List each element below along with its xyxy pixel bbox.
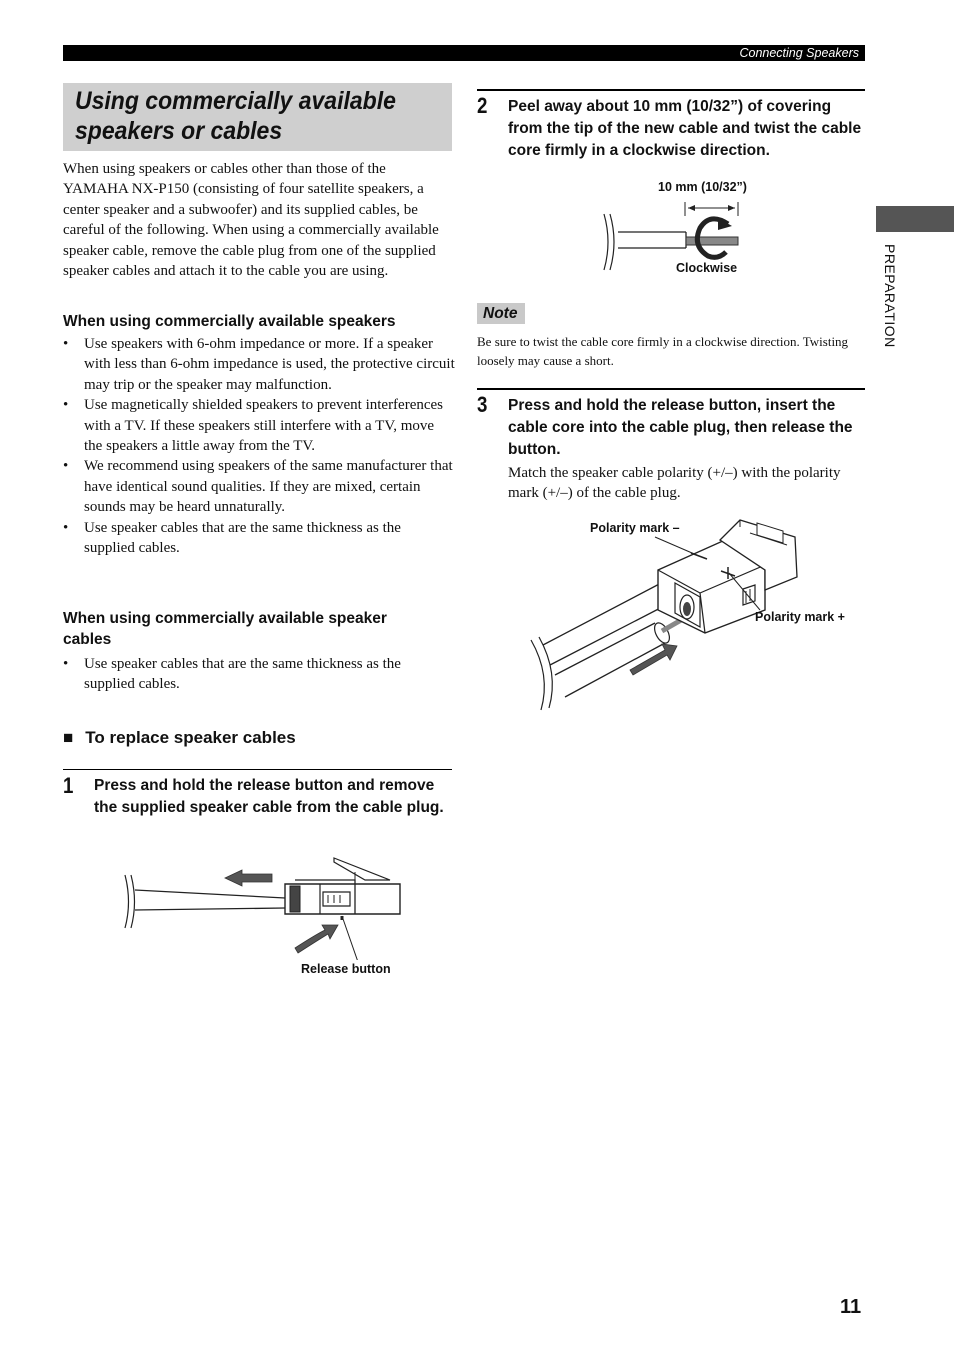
- square-bullet-icon: ■: [63, 728, 74, 747]
- release-button-label: Release button: [301, 962, 391, 976]
- step-3-text: Press and hold the release button, insert the cable core into the cable plug, then release the button.: [508, 397, 853, 458]
- page-title: Using commercially available speakers or cables: [75, 87, 396, 145]
- page-number: 11: [840, 1296, 862, 1318]
- step-3-rule: [477, 388, 865, 390]
- step-3-detail: Match the speaker cable polarity (+/–) with the polarity mark (+/–) of the cable plug.: [508, 465, 841, 502]
- step-1-text: Press and hold the release button and remove the supplied speaker cable from the cable plug.: [94, 777, 444, 816]
- step-2-rule: [477, 89, 865, 91]
- speakers-bullet-list: [63, 334, 455, 558]
- intro-paragraph: When using speakers or cables other than those of the YAMAHA NX-P150 (consisting of four satellite speakers, a center speaker and a subwoofer) and its supplied cables, be careful of the following. When using a commercially available speaker cable, remove the cable plug from one of the supplied speaker cables and attach it to the cable you are using.: [63, 161, 439, 280]
- step-3-number: 3: [477, 392, 488, 417]
- step-1-number: 1: [63, 773, 74, 798]
- list-item: • Use speakers with 6-ohm impedance or more. If a speaker with less than 6-ohm impedance is used, the protective circuit may trip or the speaker may malfunction.: [63, 334, 455, 395]
- list-item: • Use magnetically shielded speakers to prevent interferences with a TV. If these speakers still interfere with a TV, move the speakers a little away from the TV.: [63, 395, 455, 456]
- replace-heading: [63, 728, 296, 748]
- polarity-plus-label: Polarity mark +: [755, 610, 845, 624]
- list-item: • We recommend using speakers of the same manufacturer that have identical sound qualities. If they are mixed, certain sounds may be heard unnaturally.: [63, 456, 455, 517]
- release-button-figure: [120, 850, 410, 960]
- list-item: • Use speaker cables that are the same thickness as the supplied cables.: [63, 654, 448, 695]
- cables-heading: When using commercially available speaker cables: [63, 610, 387, 648]
- polarity-minus-label: Polarity mark –: [590, 521, 680, 535]
- step-2-text: Peel away about 10 mm (10/32”) of covering from the tip of the new cable and twist the cable core firmly in a clockwise direction.: [508, 98, 862, 159]
- speakers-heading: When using commercially available speakers: [63, 313, 396, 330]
- note-text: Be sure to twist the cable core firmly in a clockwise direction. Twisting loosely may cause a short.: [477, 334, 849, 368]
- header-bar: [63, 45, 865, 61]
- title-box: [63, 83, 452, 151]
- cables-bullet-list: [63, 654, 448, 695]
- note-label: Note: [483, 305, 518, 322]
- side-tab-label: PREPARATION: [882, 244, 898, 348]
- section-title: Connecting Speakers: [739, 46, 859, 60]
- side-tab: [876, 206, 954, 232]
- replace-heading-text: To replace speaker cables: [85, 728, 296, 747]
- step-2-number: 2: [477, 93, 488, 118]
- note-badge: [477, 303, 525, 324]
- step-1-rule: [63, 769, 452, 770]
- clockwise-label: Clockwise: [676, 261, 738, 275]
- length-label: 10 mm (10/32”): [658, 180, 747, 194]
- list-item: • Use speaker cables that are the same thickness as the supplied cables.: [63, 518, 455, 559]
